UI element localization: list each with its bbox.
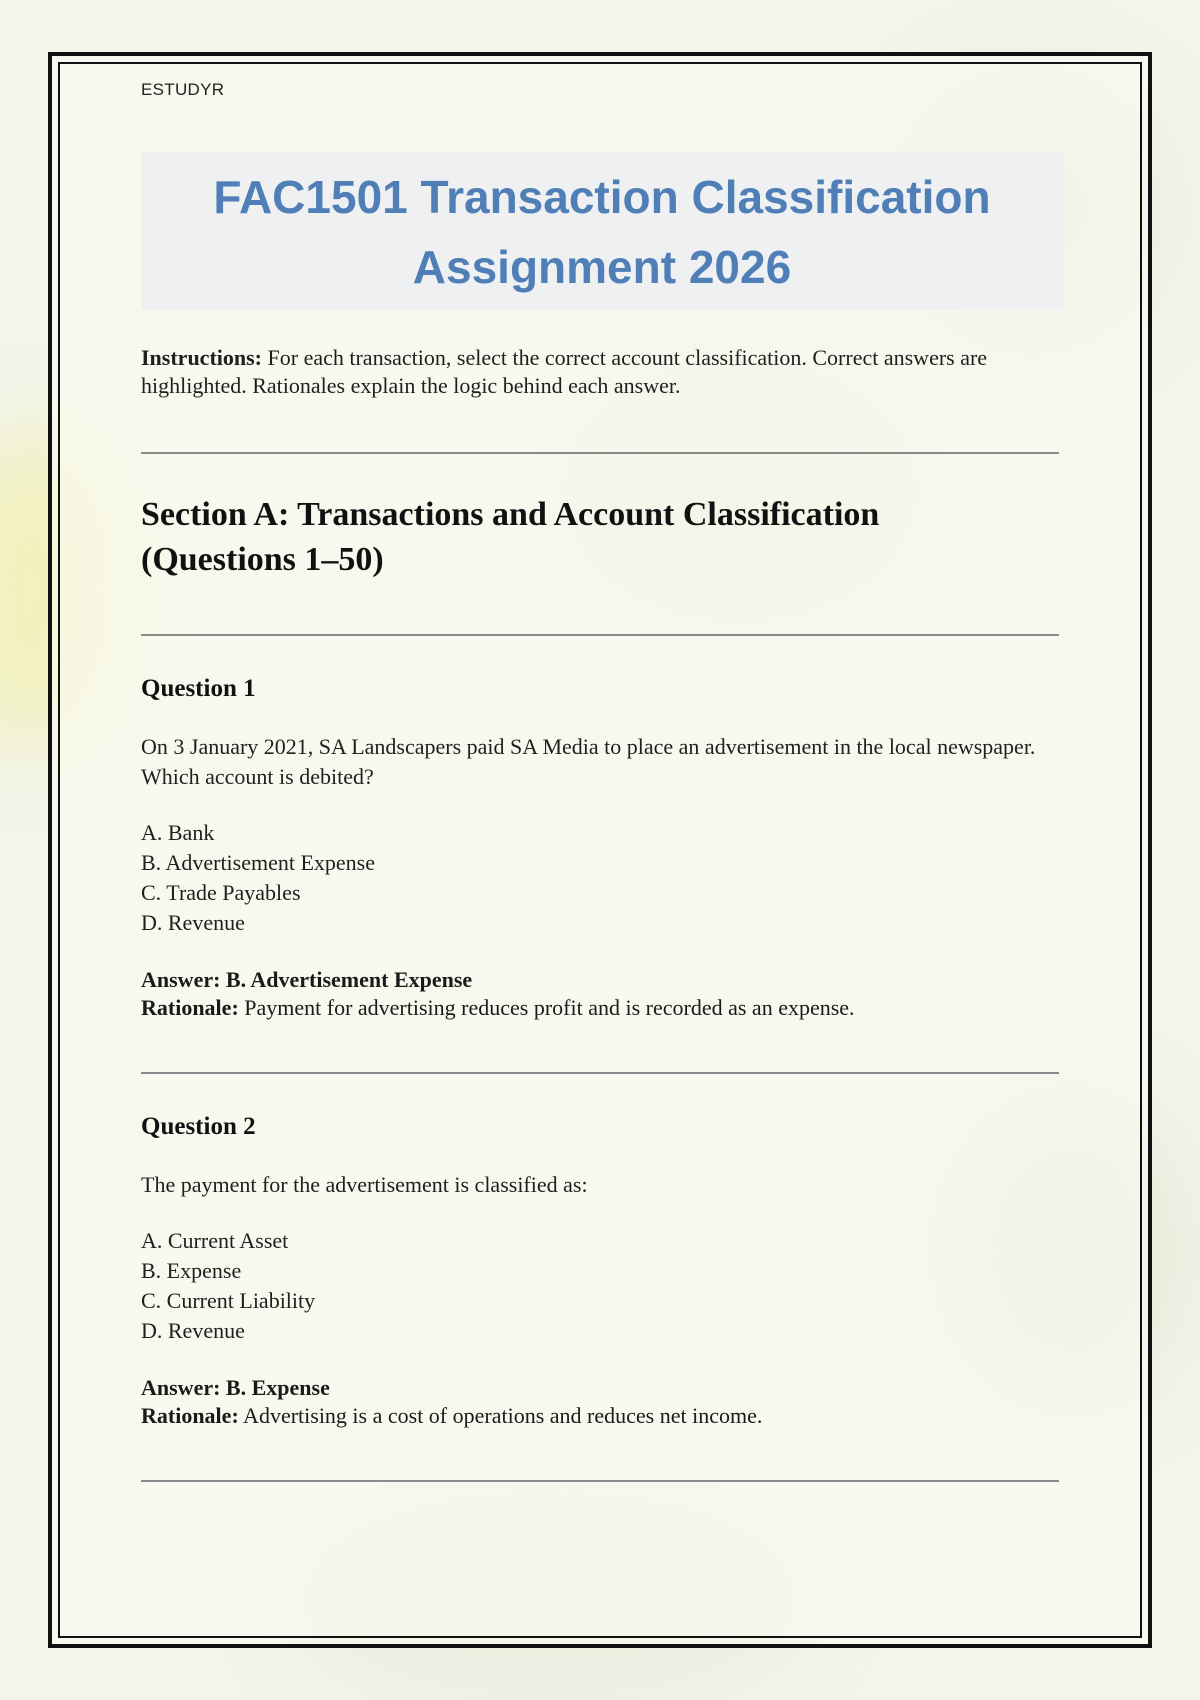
divider	[141, 452, 1059, 454]
document-title-line-2: Assignment 2026	[412, 241, 792, 293]
rationale	[141, 994, 1061, 1022]
option-a: A. Current Asset	[141, 1228, 289, 1253]
divider	[141, 1072, 1059, 1074]
question-2	[141, 1112, 1061, 1430]
instructions-label: Instructions:	[141, 345, 263, 370]
section-title-line-2: (Questions 1–50)	[141, 541, 384, 578]
option-a: A. Bank	[141, 820, 215, 845]
instructions	[141, 344, 1061, 400]
option-d: D. Revenue	[141, 1318, 245, 1343]
title-banner	[141, 152, 1063, 310]
divider	[141, 1480, 1059, 1482]
answer-block	[141, 1374, 1061, 1430]
brand-label: ESTUDYR	[141, 80, 225, 99]
rationale-text: Advertising is a cost of operations and reduces net income.	[238, 1403, 763, 1428]
document-title-line-1: FAC1501 Transaction Classification	[213, 171, 991, 223]
answer-block	[141, 966, 1061, 1022]
section-title-line-1: Section A: Transactions and Account Classification	[141, 496, 880, 533]
document-content	[141, 80, 1061, 1482]
answer: Answer: B. Expense	[141, 1375, 330, 1400]
divider	[141, 634, 1059, 636]
option-b: B. Advertisement Expense	[141, 850, 376, 875]
question-1	[141, 674, 1061, 1022]
answer: Answer: B. Advertisement Expense	[141, 967, 473, 992]
option-c: C. Current Liability	[141, 1288, 316, 1313]
options-list	[141, 818, 1061, 938]
option-c: C. Trade Payables	[141, 880, 301, 905]
question-text: The payment for the advertisement is classified as:	[141, 1172, 588, 1197]
option-b: B. Expense	[141, 1258, 242, 1283]
options-list	[141, 1226, 1061, 1346]
option-d: D. Revenue	[141, 910, 245, 935]
rationale-text: Payment for advertising reduces profit and is recorded as an expense.	[238, 995, 855, 1020]
question-title: Question 1	[141, 675, 256, 702]
rationale-label: Rationale:	[141, 995, 239, 1020]
question-title: Question 2	[141, 1113, 256, 1140]
section-title	[141, 492, 1061, 582]
question-text: On 3 January 2021, SA Landscapers paid SA Media to place an advertisement in the local newspaper. Which account is debited?	[141, 734, 1036, 789]
rationale-label: Rationale:	[141, 1403, 239, 1428]
instructions-text: For each transaction, select the correct account classification. Correct answers are highlighted. Rationales explain the logic behind each answer.	[141, 345, 988, 398]
rationale	[141, 1402, 1061, 1430]
